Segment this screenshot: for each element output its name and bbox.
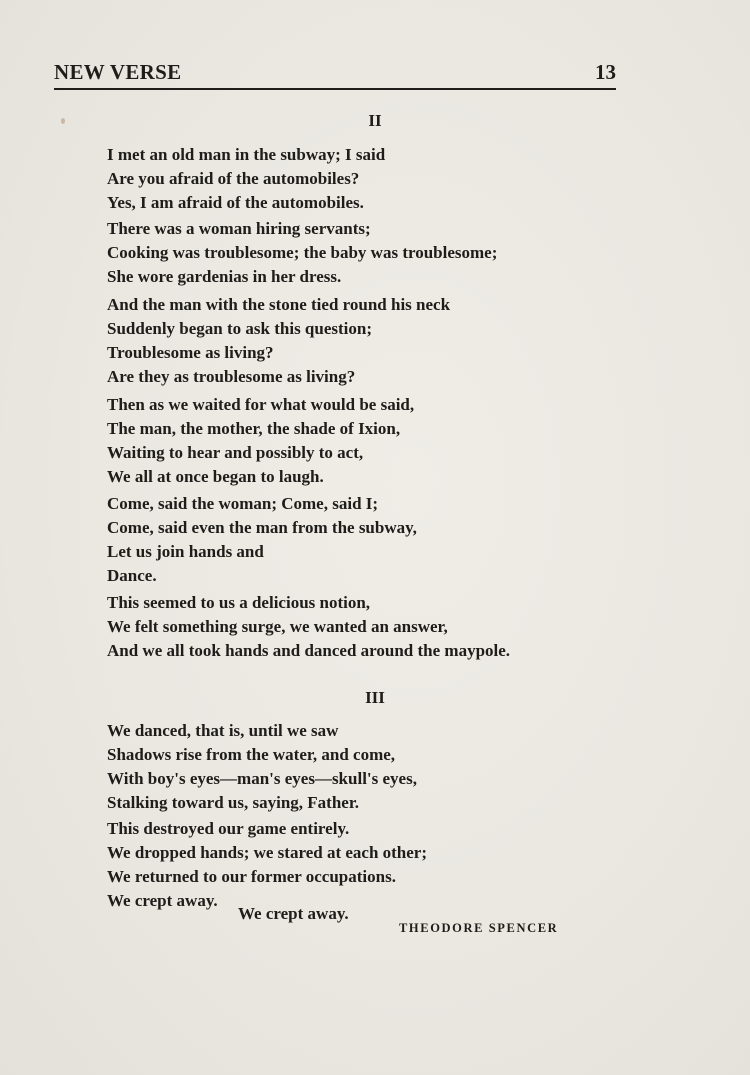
stanza-ii-3 [107, 293, 450, 389]
poem-line: Then as we waited for what would be said, [107, 395, 415, 414]
stanza-iii-2 [107, 817, 427, 913]
poem-line: And we all took hands and danced around the maypole. [107, 641, 511, 660]
poem-line: Are they as troublesome as living? [107, 367, 356, 386]
poem-line: Troublesome as living? [107, 343, 274, 362]
poem-line: Come, said the woman; Come, said I; [107, 494, 379, 513]
poem-line: There was a woman hiring servants; [107, 219, 371, 238]
stanza-ii-5 [107, 492, 417, 588]
page-header [54, 58, 616, 90]
poem-line: We felt something surge, we wanted an answer, [107, 617, 448, 636]
stanza-iii-1 [107, 719, 417, 815]
poem-line: We returned to our former occupations. [107, 867, 396, 886]
poem-line: Waiting to hear and possibly to act, [107, 443, 364, 462]
poem-line: Come, said even the man from the subway, [107, 518, 417, 537]
section-heading-iii: III [365, 688, 385, 707]
poem-line: Are you afraid of the automobiles? [107, 169, 360, 188]
repeated-line: We crept away. [238, 904, 349, 923]
poem-line: We crept away. [107, 891, 218, 910]
journal-title: NEW VERSE [54, 60, 182, 84]
poem-line: And the man with the stone tied round his neck [107, 295, 451, 314]
poem-line: Yes, I am afraid of the automobiles. [107, 193, 364, 212]
section-heading-ii: II [368, 111, 382, 130]
poem-line: Cooking was troublesome; the baby was troublesome; [107, 243, 498, 262]
stanza-ii-6 [107, 591, 510, 663]
stanza-ii-4 [107, 393, 414, 489]
poem-line: Shadows rise from the water, and come, [107, 745, 396, 764]
poem-line: Let us join hands and [107, 542, 264, 561]
poem-line: We danced, that is, until we saw [107, 721, 339, 740]
poem-line: She wore gardenias in her dress. [107, 267, 342, 286]
page-number: 13 [595, 60, 616, 84]
poem-line: The man, the mother, the shade of Ixion, [107, 419, 401, 438]
poem-line: This seemed to us a delicious notion, [107, 593, 371, 612]
author-signature: THEODORE SPENCER [399, 921, 559, 935]
poem-line: Suddenly began to ask this question; [107, 319, 373, 338]
poem-line: With boy's eyes—man's eyes—skull's eyes, [107, 769, 417, 788]
stanza-ii-1 [107, 143, 385, 215]
stanza-ii-2 [107, 217, 497, 289]
poem-line: This destroyed our game entirely. [107, 819, 350, 838]
poem-line: Stalking toward us, saying, Father. [107, 793, 360, 812]
poem-line: Dance. [107, 566, 157, 585]
poem-line: We all at once began to laugh. [107, 467, 324, 486]
poem-line: I met an old man in the subway; I said [107, 145, 386, 164]
poem-line: We dropped hands; we stared at each other; [107, 843, 428, 862]
